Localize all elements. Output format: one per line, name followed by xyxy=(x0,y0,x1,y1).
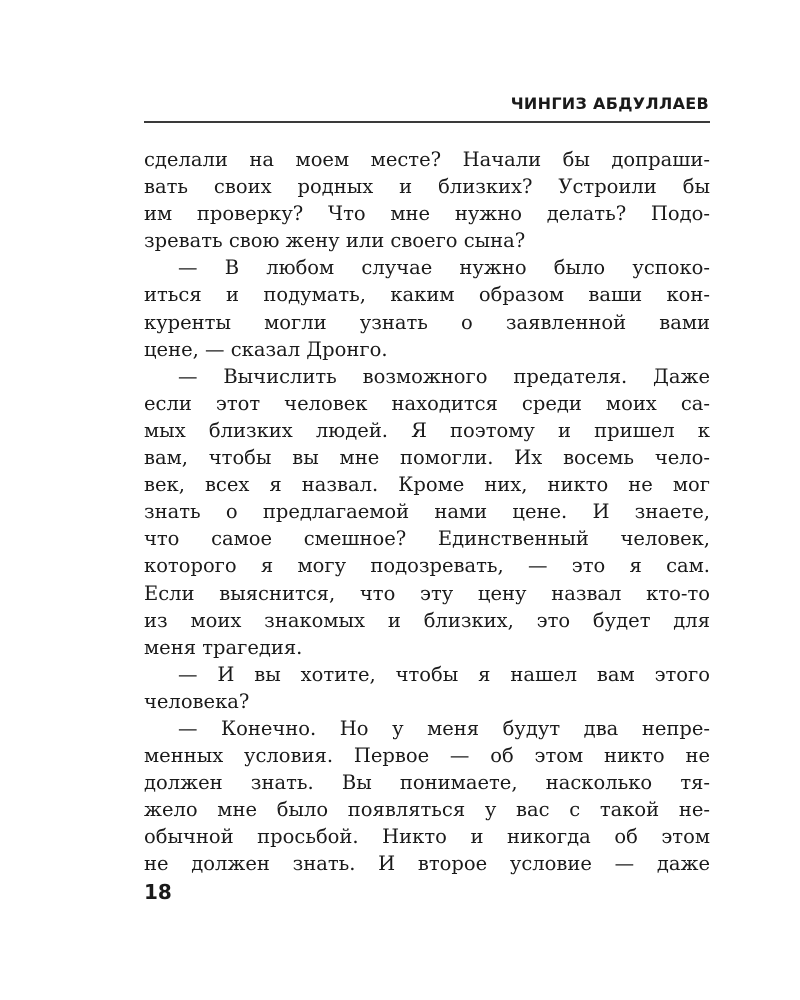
text-line: которого я могу подозревать, — это я сам. xyxy=(144,554,710,578)
text-line: знать о предлагаемой нами цене. И знаете, xyxy=(144,500,710,524)
text-line: иться и подумать, каким образом ваши кон- xyxy=(144,283,710,307)
text-line: если этот человек находится среди моих са- xyxy=(144,391,710,415)
text-line: сделали на моем месте? Начали бы допраши- xyxy=(144,148,710,171)
text-line: зревать свою жену или своего сына? xyxy=(144,229,526,253)
text-line: вам, чтобы вы мне помогли. Их восемь чело- xyxy=(144,446,710,470)
text-line: им проверку? Что мне нужно делать? Подо- xyxy=(144,202,710,226)
text-line: что самое смешное? Единственный человек, xyxy=(144,527,710,551)
text-line: менных условия. Первое — об этом никто не xyxy=(144,744,710,768)
text-line: мых близких людей. Я поэтому и пришел к xyxy=(144,418,710,442)
page-number: 18 xyxy=(144,880,172,904)
text-line: — Вычислить возможного предателя. Даже xyxy=(178,364,710,388)
header-rule xyxy=(144,121,710,123)
text-line: вать своих родных и близких? Устроили бы xyxy=(144,175,710,199)
text-line: куренты могли узнать о заявленной вами xyxy=(144,310,710,334)
text-line: — Конечно. Но у меня будут два непре- xyxy=(178,716,710,740)
text-line: должен знать. Вы понимаете, насколько тя- xyxy=(144,771,710,795)
text-line: меня трагедия. xyxy=(144,635,303,659)
text-line: обычной просьбой. Никто и никогда об этом xyxy=(144,825,710,849)
text-line: не должен знать. И второе условие — даже xyxy=(144,852,710,876)
running-head-author: ЧИНГИЗ АБДУЛЛАЕВ xyxy=(510,94,709,113)
text-line: из моих знакомых и близких, это будет для xyxy=(144,608,710,632)
text-line: — И вы хотите, чтобы я нашел вам этого xyxy=(178,662,710,686)
body-text xyxy=(144,146,710,878)
text-line: век, всех я назвал. Кроме них, никто не мог xyxy=(144,473,710,497)
text-line: человека? xyxy=(144,689,250,713)
text-line: цене, — сказал Дронго. xyxy=(144,337,388,361)
text-line: — В любом случае нужно было успоко- xyxy=(178,256,710,280)
text-line: жело мне было появляться у вас с такой не- xyxy=(144,798,710,822)
text-line: Если выяснится, что эту цену назвал кто-то xyxy=(144,581,710,605)
